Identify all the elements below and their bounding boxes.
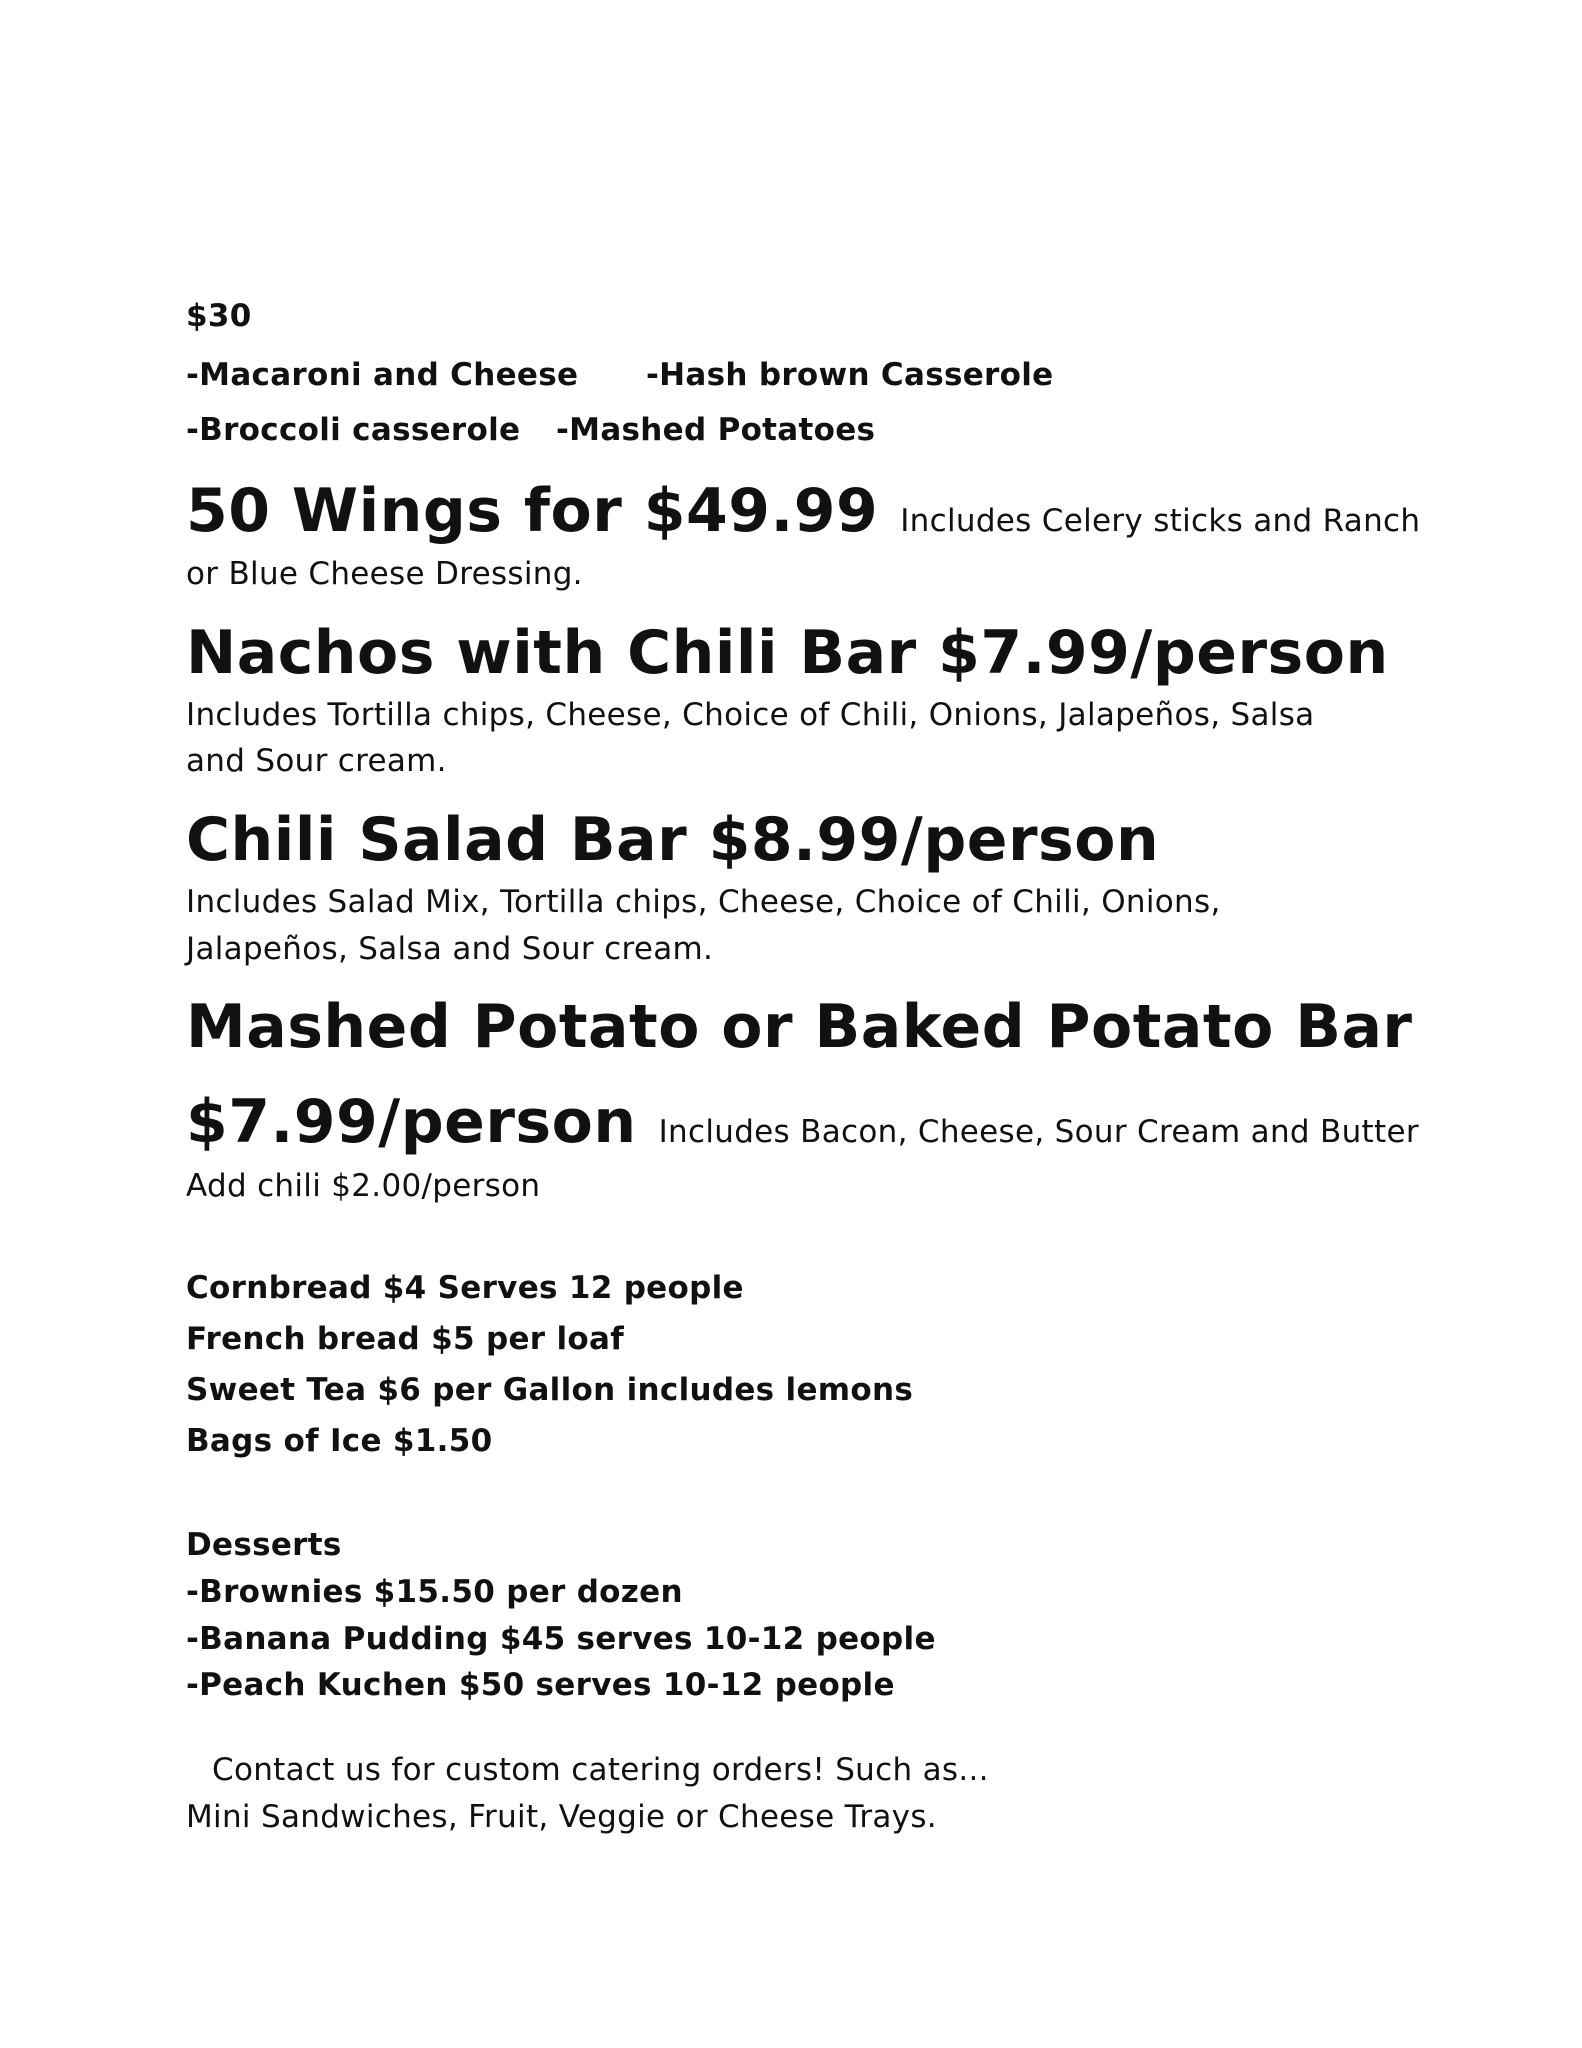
potato-bar-line: [186, 1087, 1419, 1157]
wings-desc: Includes Celery sticks and Ranch: [900, 503, 1421, 539]
potato-bar-addon: Add chili $2.00/person: [186, 1168, 541, 1204]
chili-salad-desc: Includes Salad Mix, Tortilla chips, Cheese, Choice of Chili, Onions,: [186, 884, 1221, 920]
sides-price: $30: [186, 298, 252, 334]
chili-salad-desc: Jalapeños, Salsa and Sour cream.: [186, 931, 714, 967]
nachos-title: Nachos with Chili Bar $7.99/person: [186, 618, 1389, 688]
dessert-item: -Peach Kuchen $50 serves 10-12 people: [186, 1667, 895, 1703]
side-item: -Macaroni and Cheese: [186, 357, 579, 393]
dessert-item: -Brownies $15.50 per dozen: [186, 1574, 683, 1610]
nachos-desc: and Sour cream.: [186, 743, 447, 779]
contact-line: Mini Sandwiches, Fruit, Veggie or Cheese Trays.: [186, 1799, 937, 1835]
desserts-heading: Desserts: [186, 1527, 342, 1563]
extra-item: French bread $5 per loaf: [186, 1321, 624, 1357]
wings-line: [186, 476, 1420, 546]
nachos-desc: Includes Tortilla chips, Cheese, Choice of Chili, Onions, Jalapeños, Salsa: [186, 697, 1315, 733]
chili-salad-title: Chili Salad Bar $8.99/person: [186, 805, 1160, 875]
dessert-item: -Banana Pudding $45 serves 10-12 people: [186, 1621, 936, 1657]
side-item: -Mashed Potatoes: [556, 412, 876, 448]
wings-title: 50 Wings for $49.99: [186, 476, 879, 546]
potato-bar-title: Mashed Potato or Baked Potato Bar: [186, 992, 1413, 1062]
side-item: -Broccoli casserole: [186, 412, 521, 448]
side-item: -Hash brown Casserole: [646, 357, 1054, 393]
extra-item: Bags of Ice $1.50: [186, 1423, 493, 1459]
wings-desc-cont: or Blue Cheese Dressing.: [186, 556, 583, 592]
extra-item: Cornbread $4 Serves 12 people: [186, 1270, 744, 1306]
potato-bar-price: $7.99/person: [186, 1087, 637, 1157]
potato-bar-desc: Includes Bacon, Cheese, Sour Cream and Butter: [658, 1114, 1419, 1150]
contact-line: Contact us for custom catering orders! Such as...: [212, 1752, 989, 1788]
extra-item: Sweet Tea $6 per Gallon includes lemons: [186, 1372, 914, 1408]
